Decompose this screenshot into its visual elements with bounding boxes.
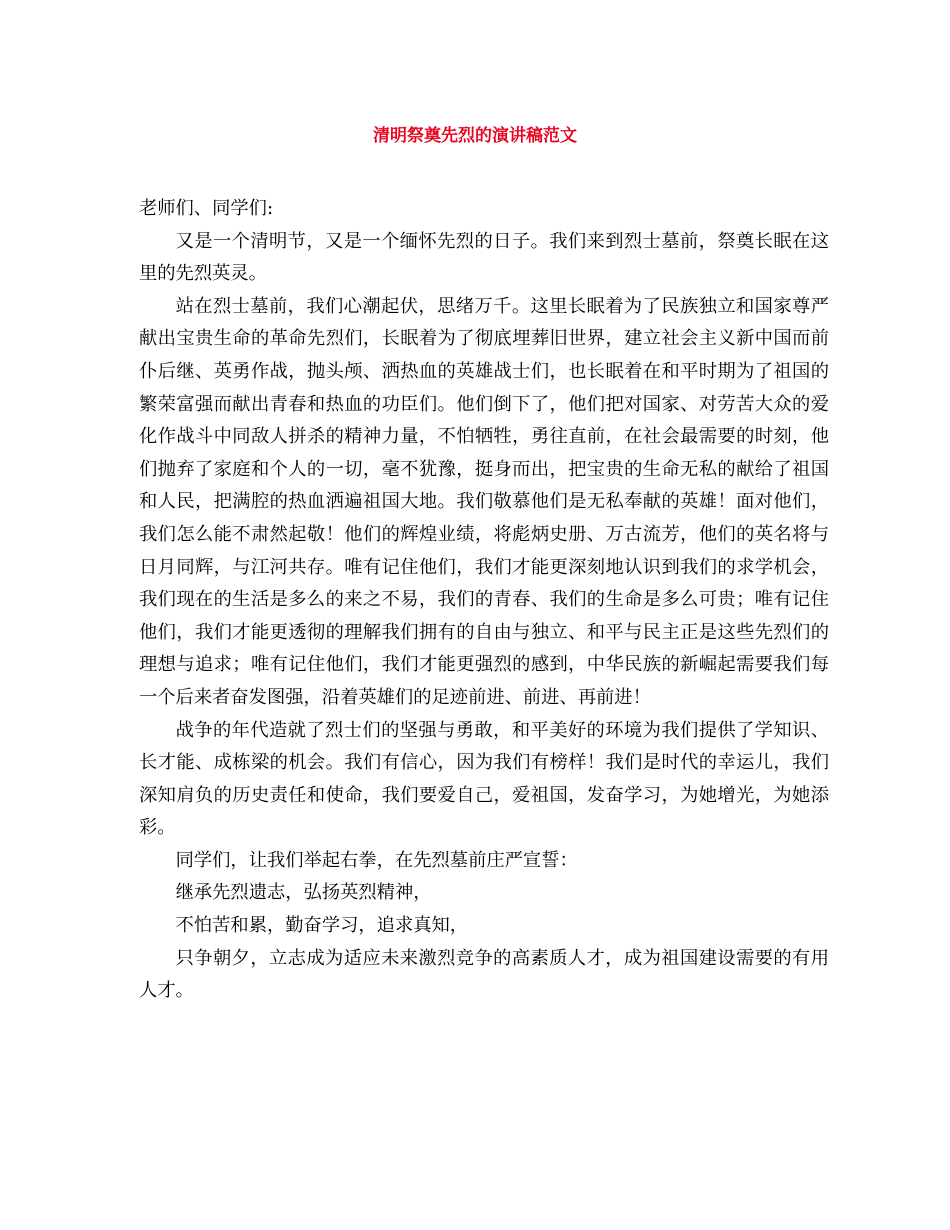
oath-line-2: 不怕苦和累，勤奋学习，追求真知， <box>175 915 469 937</box>
paragraph-2: 站在烈士墓前，我们心潮起伏，思绪万千。这里长眠着为了民族独立和国家尊严献出宝贵生命的革命先烈们，长眠着为了彻底埋葬旧世界，建立社会主义新中国而前仆后继、英勇作战，抛头颅、洒热血的英雄战士们，也长眠着在和平时期为了祖国的繁荣富强而献出青春和热血的功臣们。他们倒下了，他们把对国家、对劳苦大众的爱化作战斗中同敌人拼杀的精神力量，不怕牺牲，勇往直前，在社会最需要的时刻，他们抛弃了家庭和个人的一切，毫不犹豫，挺身而出，把宝贵的生命无私的献给了祖国和人民，把满腔的热血洒遍祖国大地。我们敬慕他们是无私奉献的英雄！面对他们，我们怎么能不肃然起敬！他们的辉煌业绩，将彪炳史册、万古流芳，他们的英名将与日月同辉，与江河共存。唯有记住他们，我们才能更深刻地认识到我们的求学机会，我们现在的生活是多么的来之不易，我们的青春、我们的生命是多么可贵；唯有记住他们，我们才能更透彻的理解我们拥有的自由与独立、和平与民主正是这些先烈们的理想与追求；唯有记住他们，我们才能更强烈的感到，中华民族的新崛起需要我们每一个后来者奋发图强，沿着英雄们的足迹前进、前进、再前进！ <box>139 295 829 708</box>
oath-line-1: 继承先烈遗志，弘扬英烈精神， <box>175 882 432 904</box>
salutation: 老师们、同学们: <box>139 198 274 219</box>
paragraph-1: 又是一个清明节，又是一个缅怀先烈的日子。我们来到烈士墓前，祭奠长眠在这里的先烈英灵。 <box>139 230 829 285</box>
paragraph-4: 同学们，让我们举起右拳，在先烈墓前庄严宣誓： <box>175 849 578 871</box>
document-title: 清明祭奠先烈的演讲稿范文 <box>373 126 577 146</box>
paragraph-3: 战争的年代造就了烈士们的坚强与勇敢，和平美好的环境为我们提供了学知识、长才能、成栋梁的机会。我们有信心，因为我们有榜样！我们是时代的幸运儿，我们深知肩负的历史责任和使命，我们要爱自己，爱祖国，发奋学习，为她增光，为她添彩。 <box>139 719 829 839</box>
oath-line-3: 只争朝夕，立志成为适应未来激烈竞争的高素质人才，成为祖国建设需要的有用人才。 <box>139 947 829 1002</box>
document-body <box>139 193 829 1008</box>
